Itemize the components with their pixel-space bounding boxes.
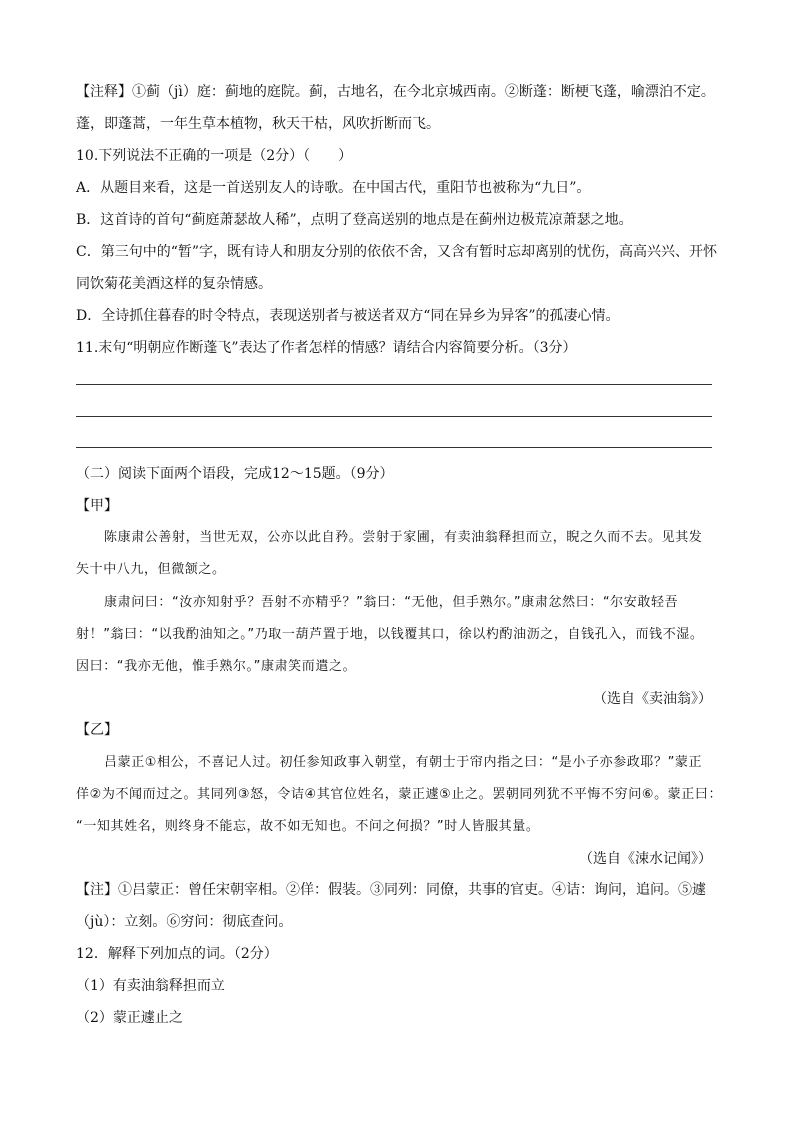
- question-12-item-2: （2）蒙正遽止之: [76, 1010, 183, 1026]
- answer-line-2[interactable]: [76, 416, 712, 417]
- passage-jia-p1-line-1: 陈康肃公善射，当世无双，公亦以此自矜。尝射于家圃，有卖油翁释担而立，睨之久而不去。见其发: [104, 530, 703, 545]
- passage-yi-line-2: 佯②为不闻而过之。其同列③怒，令诘④其官位姓名，蒙正遽⑤止之。罢朝同列犹不平悔不穷问⑥。蒙正曰：: [76, 787, 723, 802]
- annotation-line-1: 【注释】①蓟（jì）庭：蓟地的庭院。蓟，古地名，在今北京城西南。②断蓬：断梗飞蓬，喻漂泊不定。: [76, 84, 715, 100]
- note-2-line-1: 【注】①吕蒙正：曾任宋朝宰相。②佯：假装。③同列：同僚，共事的官吏。④诘：询问，追问。⑤遽: [76, 882, 706, 898]
- passage-yi-label: 【乙】: [76, 722, 118, 738]
- passage-jia-p1-line-2: 矢十中八九，但微颔之。: [76, 562, 226, 577]
- question-10-option-c-line-2: 同饮菊花美酒这样的复杂情感。: [76, 276, 272, 292]
- passage-yi-line-3: “一知其姓名，则终身不能忘，故不如无知也。不问之何损？”时人皆服其量。: [76, 819, 540, 834]
- passage-yi-source: （选自《涑水记闻》）: [579, 851, 712, 867]
- passage-jia-p2-line-2: 射！”翁曰：“以我酌油知之。”乃取一葫芦置于地，以钱覆其口，徐以杓酌油沥之，自钱孔入，而钱不湿。: [76, 627, 704, 642]
- passage-jia-p2-line-1: 康肃问曰：“汝亦知射乎？吾射不亦精乎？”翁曰：“无他，但手熟尔。”康肃忿然曰：“尔安敢轻吾: [104, 595, 679, 610]
- question-11-stem: 11.末句“明朝应作断蓬飞”表达了作者怎样的情感？请结合内容简要分析。（3分）: [76, 340, 577, 356]
- passage-jia-label: 【甲】: [76, 498, 118, 514]
- section-2-heading: （二）阅读下面两个语段，完成12～15题。（9分）: [76, 466, 394, 482]
- question-10-option-b: B．这首诗的首句“蓟庭萧瑟故人稀”，点明了登高送别的地点是在蓟州边极荒凉萧瑟之地。: [76, 212, 633, 228]
- passage-yi-line-1: 吕蒙正①相公，不喜记人过。初任参知政事入朝堂，有朝士于帘内指之曰：“是小子亦参政耶？”蒙正: [104, 755, 703, 770]
- question-10-stem: 10.下列说法不正确的一项是（2分）（ ）: [76, 148, 353, 164]
- question-12-stem: 12．解释下列加点的词。（2分）: [76, 946, 278, 962]
- question-12-item-1: （1）有卖油翁释担而立: [76, 978, 225, 994]
- annotation-line-2: 蓬，即蓬蒿，一年生草本植物，秋天干枯，风吹折断而飞。: [76, 116, 440, 132]
- note-2-line-2: （jù）：立刻。⑥穷问：彻底查问。: [76, 914, 293, 930]
- passage-jia-source: （选自《卖油翁》）: [593, 691, 712, 707]
- question-10-option-d: D．全诗抓住暮春的时令特点，表现送别者与被送者双方“同在异乡为异客”的孤凄心情。: [76, 308, 620, 324]
- answer-line-3[interactable]: [76, 447, 712, 448]
- answer-line-1[interactable]: [76, 384, 712, 385]
- passage-jia-p2-line-3: 因曰：“我亦无他，惟手熟尔。”康肃笑而遣之。: [76, 659, 357, 674]
- question-10-option-c-line-1: C．第三句中的“暂”字，既有诗人和朋友分别的依依不舍，又含有暂时忘却离别的忧伤，高高兴兴、开怀: [76, 244, 718, 260]
- question-10-option-a: A．从题目来看，这是一首送别友人的诗歌。在中国古代，重阳节也被称为“九日”。: [76, 180, 591, 196]
